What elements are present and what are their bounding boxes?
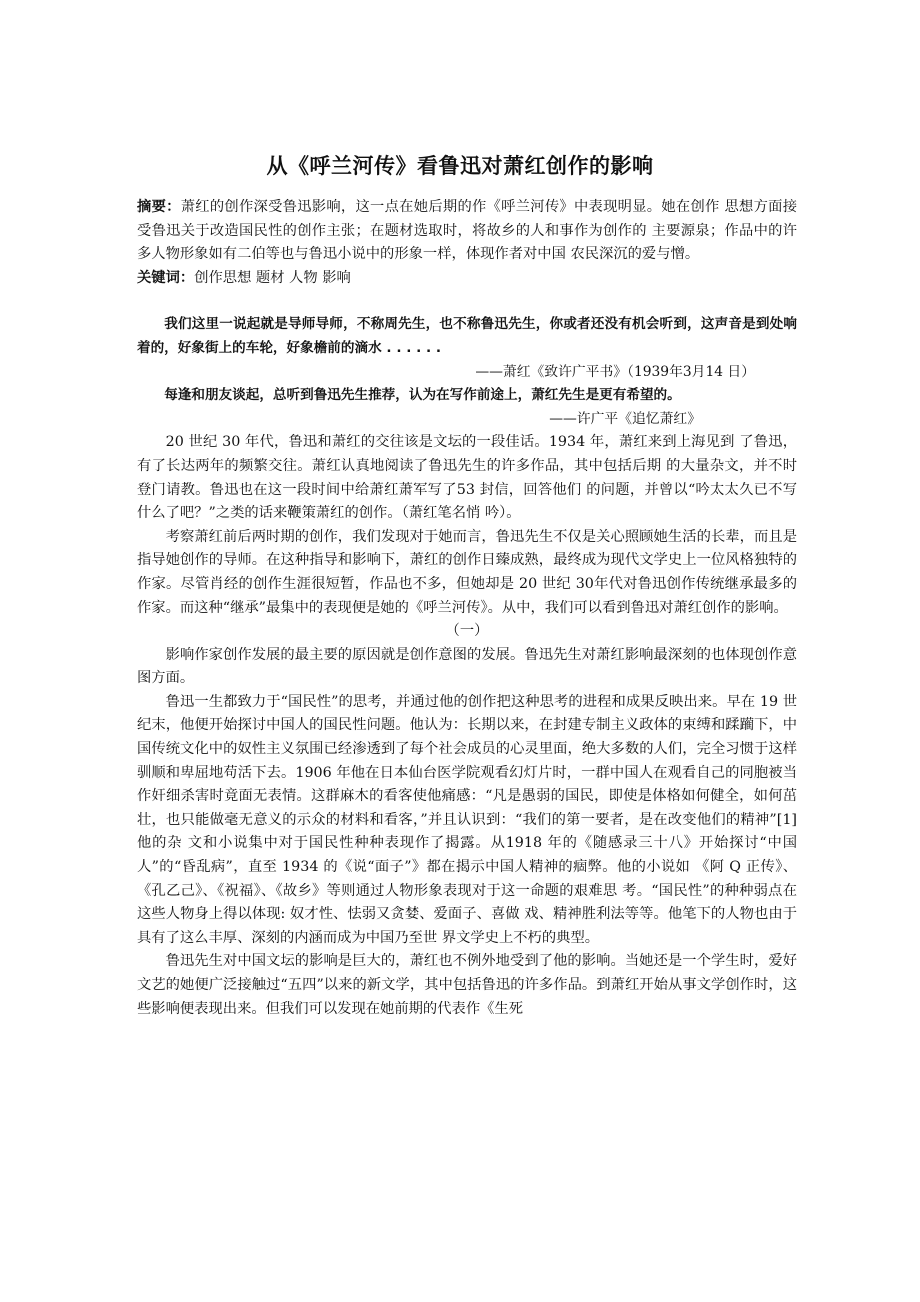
abstract-label: 摘要： — [137, 199, 181, 215]
paragraph: 鲁迅先生对中国文坛的影响是巨大的，萧红也不例外地受到了他的影响。当她还是一个学生时，爱好文艺的她便广泛接触过“五四”以来的新文学，其中包括鲁迅的许多作品。到萧红开始从事文学创作时，这些影响便表现出来。但我们可以发现在她前期的代表作《生死 — [137, 953, 797, 1017]
epigraph-source: ——许广平《追忆萧红》 — [549, 410, 701, 427]
paragraph: 20 世纪 30 年代，鲁迅和萧红的交往该是文坛的一段佳话。1934 年，萧红来到上海见到 了鲁迅，有了长达两年的频繁交往。萧红认真地阅读了鲁迅先生的许多作品，其中包括后期 的大量杂文，并不时登门请教。鲁迅也在这一段时间中给萧红萧军写了53 封信，回答他们 的问题，并曾以“吟太太久已不写什么了吧？”之类的话来鞭策萧红的创作。（萧红笔名悄 吟）。 — [137, 434, 797, 522]
section-heading: （一） — [445, 623, 489, 640]
document-title: 从《呼兰河传》看鲁迅对萧红创作的影响 — [266, 154, 654, 178]
keywords-label: 关键词： — [137, 269, 195, 286]
paragraph: 考察萧红前后两时期的创作，我们发现对于她而言，鲁迅先生不仅是关心照顾她生活的长辈，而且是指导她创作的导师。在这种指导和影响下，萧红的创作日臻成熟，最终成为现代文学史上一位风格独特的作家。尽管肖经的创作生涯很短暂，作品也不多，但她却是 20 世纪 30年代对鲁迅创作传统继承最多的作家。而这种“继承”最集中的表现便是她的《呼兰河传》。从中，我们可以看到鲁迅对萧红创作的影响。 — [137, 528, 797, 616]
keywords — [137, 267, 797, 291]
keywords-text: 创作思想 题材 人物 影响 — [194, 269, 351, 286]
abstract-text: 萧红的创作深受鲁迅影响，这一点在她后期的作《呼兰河传》中表现明显。她在创作 思想方面接受鲁迅关于改造国民性的创作主张；在题材选取时，将故乡的人和事作为创作的 主要源泉；作品中的许多人物形象如有二伯等也与鲁迅小说中的形象一样，体现作者对中国 农民深沉的爱与憎。 — [137, 199, 797, 263]
paragraph: 影响作家创作发展的最主要的原因就是创作意图的发展。鲁迅先生对萧红影响最深刻的也体现创作意图方面。 — [137, 646, 797, 687]
epigraph-quote: 每逢和朋友谈起，总听到鲁迅先生推荐，认为在写作前途上，萧红先生是更有希望的。 — [164, 387, 681, 404]
abstract — [137, 196, 797, 267]
document-body — [137, 196, 797, 1021]
epigraph-quote: 我们这里一说起就是导师导师，不称周先生，也不称鲁迅先生，你或者还没有机会听到，这声音是到处响着的，好象街上的车轮，好象檐前的滴水 . . . . . . — [137, 316, 797, 356]
spacer — [137, 290, 797, 313]
epigraph-source: ——萧红《致许广平书》（1939年3月14 日） — [475, 363, 755, 380]
paragraph: 鲁迅一生都致力于“国民性”的思考，并通过他的创作把这种思考的进程和成果反映出来。早在 19 世纪末，他便开始探讨中国人的国民性问题。他认为：长期以来，在封建专制主义政体的束缚和蹂躏下，中国传统文化中的奴性主义氛围已经渗透到了每个社会成员的心灵里面，绝大多数的人们，完全习惯于这样驯顺和卑屈地苟活下去。1906 年他在日本仙台医学院观看幻灯片时，一群中国人在观看自己的同胞被当作奸细杀害时竟面无表情。这群麻木的看客使他痛感：“凡是愚弱的国民，即使是体格如何健全，如何茁壮，也只能做毫无意义的示众的材料和看客，”并且认识到：“我们的第一要者，是在改变他们的精神”[1]他的杂 文和小说集中对于国民性种种表现作了揭露。从1918 年的《随感录三十八》开始探讨“中国人”的“昏乱病”，直至 1934 的《说“面子”》都在揭示中国人精神的痼弊。他的小说如 《阿 Q 正传》、《孔乙己》、《祝福》、《故乡》等则通过人物形象表现对于这一命题的艰难思 考。“国民性”的种种弱点在这些人物身上得以体现: 奴才性、怯弱又贪婪、爱面子、喜做 戏、精神胜利法等等。他笔下的人物也由于具有了这么丰厚、深刻的内涵而成为中国乃至世 界文学史上不朽的典型。 — [137, 693, 797, 946]
